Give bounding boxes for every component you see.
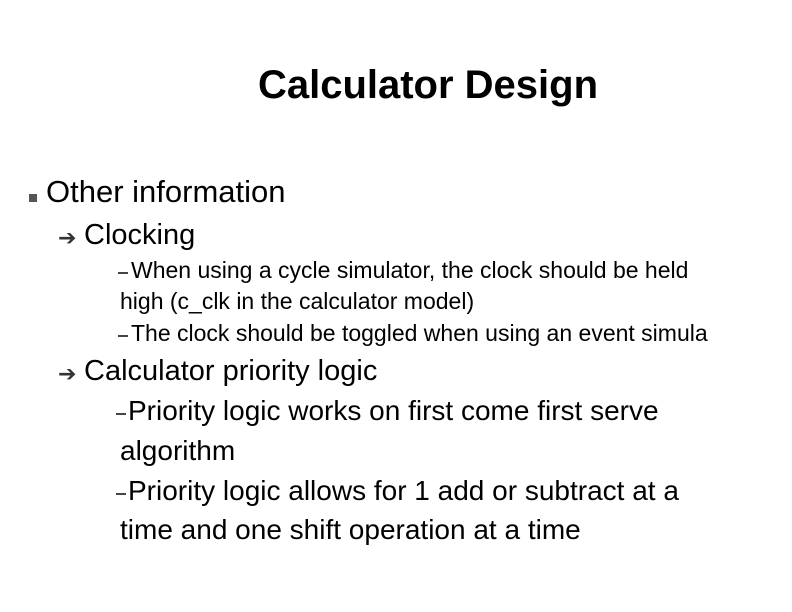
clocking-item-2-line-1: The clock should be toggled when using an event simula — [131, 320, 708, 346]
dash-bullet-icon — [116, 493, 126, 495]
clocking-item-1-line-1: When using a cycle simulator, the clock should be held — [131, 257, 689, 283]
priority-item-1-line-1: Priority logic works on first come first serve — [128, 395, 659, 426]
square-bullet-icon — [29, 194, 37, 202]
right-arrow-icon: ➔ — [58, 361, 77, 386]
dash-bullet-icon — [118, 335, 128, 337]
dash-bullet-icon — [116, 413, 126, 415]
right-arrow-icon: ➔ — [58, 225, 77, 250]
slide-title: Calculator Design — [257, 63, 599, 107]
clocking-item-1-line-2: high (c_clk in the calculator model) — [120, 288, 475, 314]
priority-item-2-line-1: Priority logic allows for 1 add or subtract at a — [128, 475, 679, 506]
dash-bullet-icon — [118, 272, 128, 274]
priority-item-2-line-2: time and one shift operation at a time — [120, 514, 581, 545]
bullet-priority-logic: Calculator priority logic — [84, 355, 378, 387]
bullet-other-information: Other information — [46, 174, 286, 209]
priority-item-1-line-2: algorithm — [120, 435, 236, 466]
bullet-clocking: Clocking — [84, 219, 196, 251]
